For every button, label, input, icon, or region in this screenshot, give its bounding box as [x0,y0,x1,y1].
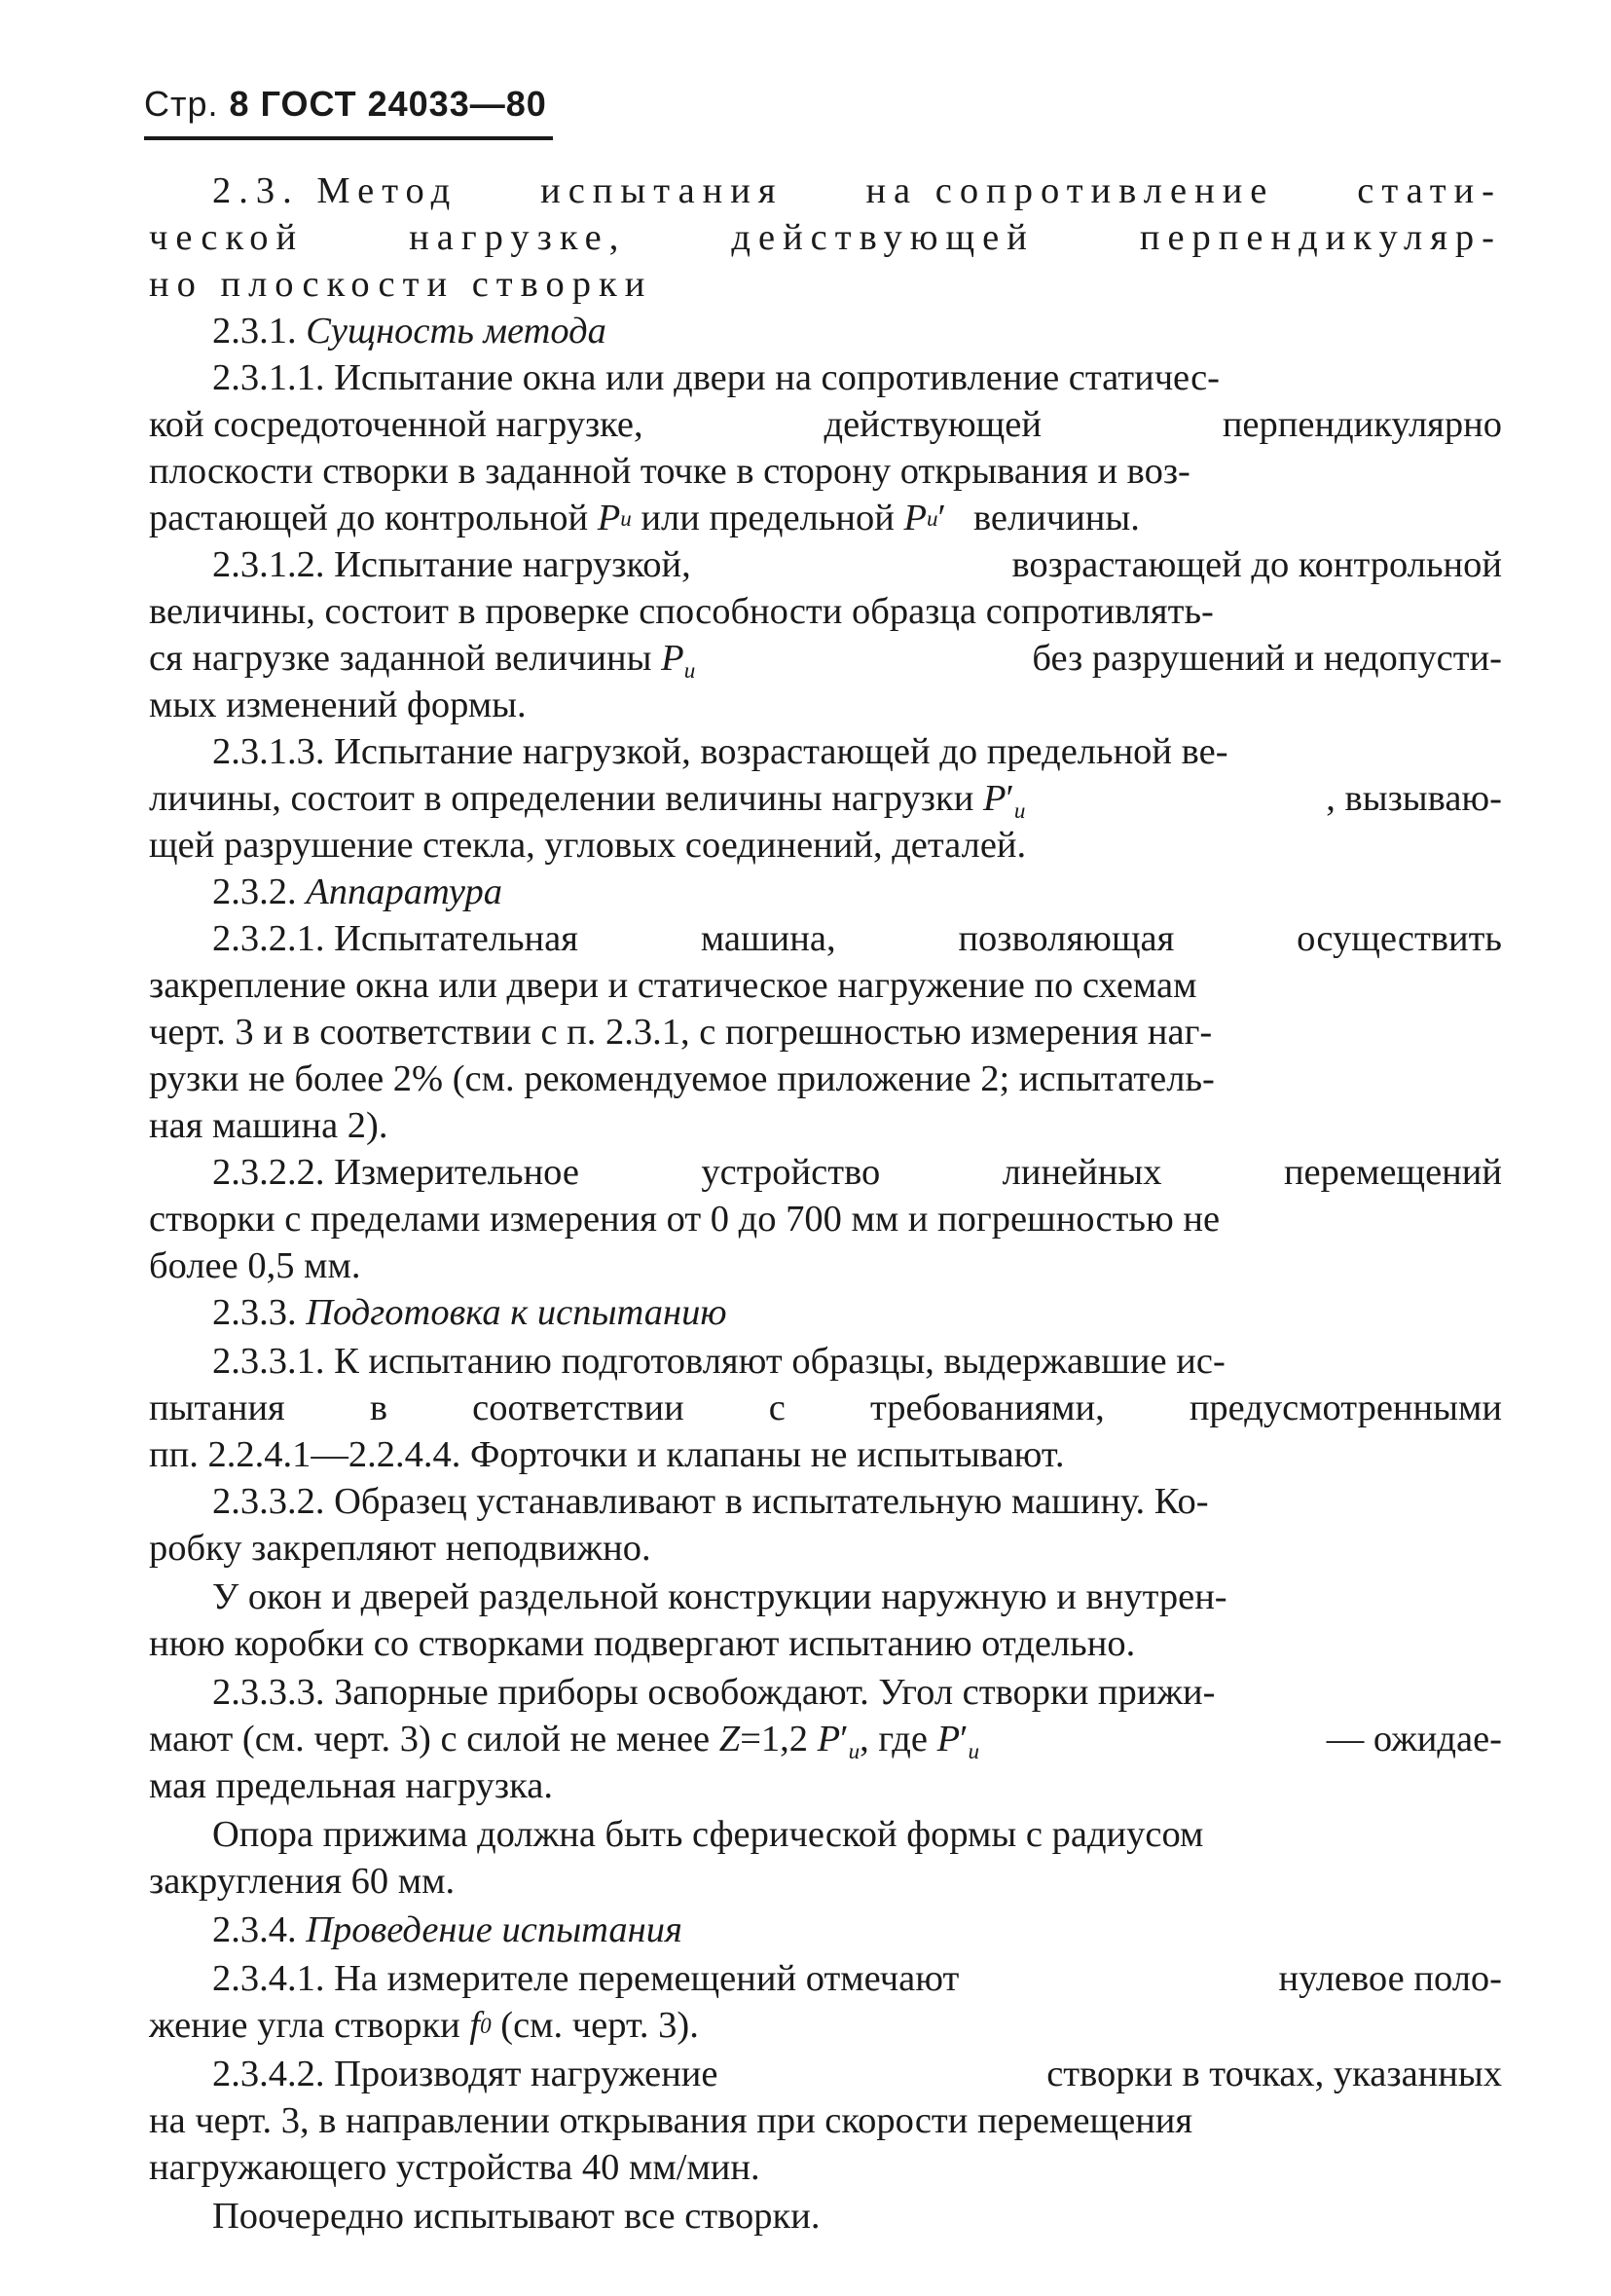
text-line: 2.3.3.1. К испытанию подготовляют образцы, выдержавшие ис- [212,1341,1226,1382]
document-body [149,167,1502,2240]
text-line: 2.3.1.3. Испытание нагрузкой, возрастающей до предельной ве- [212,731,1228,772]
section-heading-line: но плоскости створки [149,264,653,305]
section-heading-line: ческой нагрузке, действующей перпендикуляр- [149,217,1502,258]
text-line: личины, состоит в определении величины нагрузки $P'_и$ , вызываю- [149,778,1502,824]
text-line: закругления 60 мм. [149,1861,456,1902]
subsection-title: 2.3.4. Проведение испытания [212,1909,682,1950]
text-line: пп. 2.2.4.1—2.2.4.4. Форточки и клапаны не испытывают. [149,1434,1065,1475]
text-line: ся нагрузке заданной величины $P_и$ без разрушений и недопусти- [149,638,1502,684]
text-line: щей разрушение стекла, угловых соединений, деталей. [149,825,1027,866]
text-line: мых изменений формы. [149,685,527,725]
text-line: 2.3.4.2. Производят нагружение створки в точках, указанных [212,2054,1502,2094]
subsection-title: 2.3.1. Сущность метода [212,311,606,352]
text-line: более 0,5 мм. [149,1245,361,1286]
section-heading-line: 2.3. Метод испытания на сопротивление стати- [212,170,1502,211]
text-line: величины, состоит в проверке способности образца сопротивлять- [149,591,1214,632]
text-line: У окон и дверей раздельной конструкции наружную и внутрен- [212,1576,1227,1617]
text-line: Опора прижима должна быть сферической формы с радиусом [212,1814,1204,1855]
header-rule [144,136,553,140]
text-line: 2.3.1.1. Испытание окна или двери на сопротивление статичес- [212,357,1221,398]
text-line: закрепление окна или двери и статическое нагружение по схемам [149,965,1197,1006]
text-line: пытания в соответствии с требованиями, предусмотренными [149,1388,1502,1428]
text-line: створки с пределами измерения от 0 до 700 мм и погрешностью не [149,1199,1221,1240]
page-number: 8 [229,84,250,124]
text-line: жение угла створки f 0 (см. черт. 3). [149,2005,699,2046]
text-line: черт. 3 и в соответствии с п. 2.3.1, с погрешностью измерения наг- [149,1012,1213,1053]
text-line: нагружающего устройства 40 мм/мин. [149,2147,760,2188]
text-line: 2.3.2.2. Измерительное устройство линейных перемещений [212,1152,1502,1193]
text-line: мают (см. черт. 3) с силой не менее Z=1,2 $P'_и$, где $P'_и$ — ожидае- [149,1719,1502,1764]
text-line: растающей до контрольной P и или предельной P и ′ величины. [149,498,1140,538]
text-line: рузки не более 2% (см. рекомендуемое приложение 2; испытатель- [149,1058,1215,1099]
text-line: 2.3.4.1. На измерителе перемещений отмечают нулевое поло- [212,1958,1502,1999]
page-label: Стр. [144,84,219,124]
text-line: нюю коробки со створками подвергают испытанию отдельно. [149,1623,1136,1664]
text-line: кой сосредоточенной нагрузке, действующей перпендикулярно [149,404,1502,445]
text-line: 2.3.1.2. Испытание нагрузкой, возрастающей до контрольной [212,544,1502,585]
text-line: ная машина 2). [149,1105,388,1146]
text-line: Поочередно испытывают все створки. [212,2196,821,2237]
text-line: мая предельная нагрузка. [149,1765,553,1806]
text-line: робку закрепляют неподвижно. [149,1528,651,1569]
text-line: 2.3.3.3. Запорные приборы освобождают. Угол створки прижи- [212,1672,1216,1713]
text-line: 2.3.2.1. Испытательная машина, позволяющая осуществить [212,918,1502,959]
text-line: плоскости створки в заданной точке в сторону открывания и воз- [149,451,1190,492]
page-header [144,84,547,125]
subsection-title: 2.3.2. Аппаратура [212,871,502,912]
subsection-title: 2.3.3. Подготовка к испытанию [212,1292,727,1333]
document-code: ГОСТ 24033—80 [260,84,547,124]
text-line: 2.3.3.2. Образец устанавливают в испытательную машину. Ко- [212,1481,1209,1522]
text-line: на черт. 3, в направлении открывания при скорости перемещения [149,2100,1193,2141]
